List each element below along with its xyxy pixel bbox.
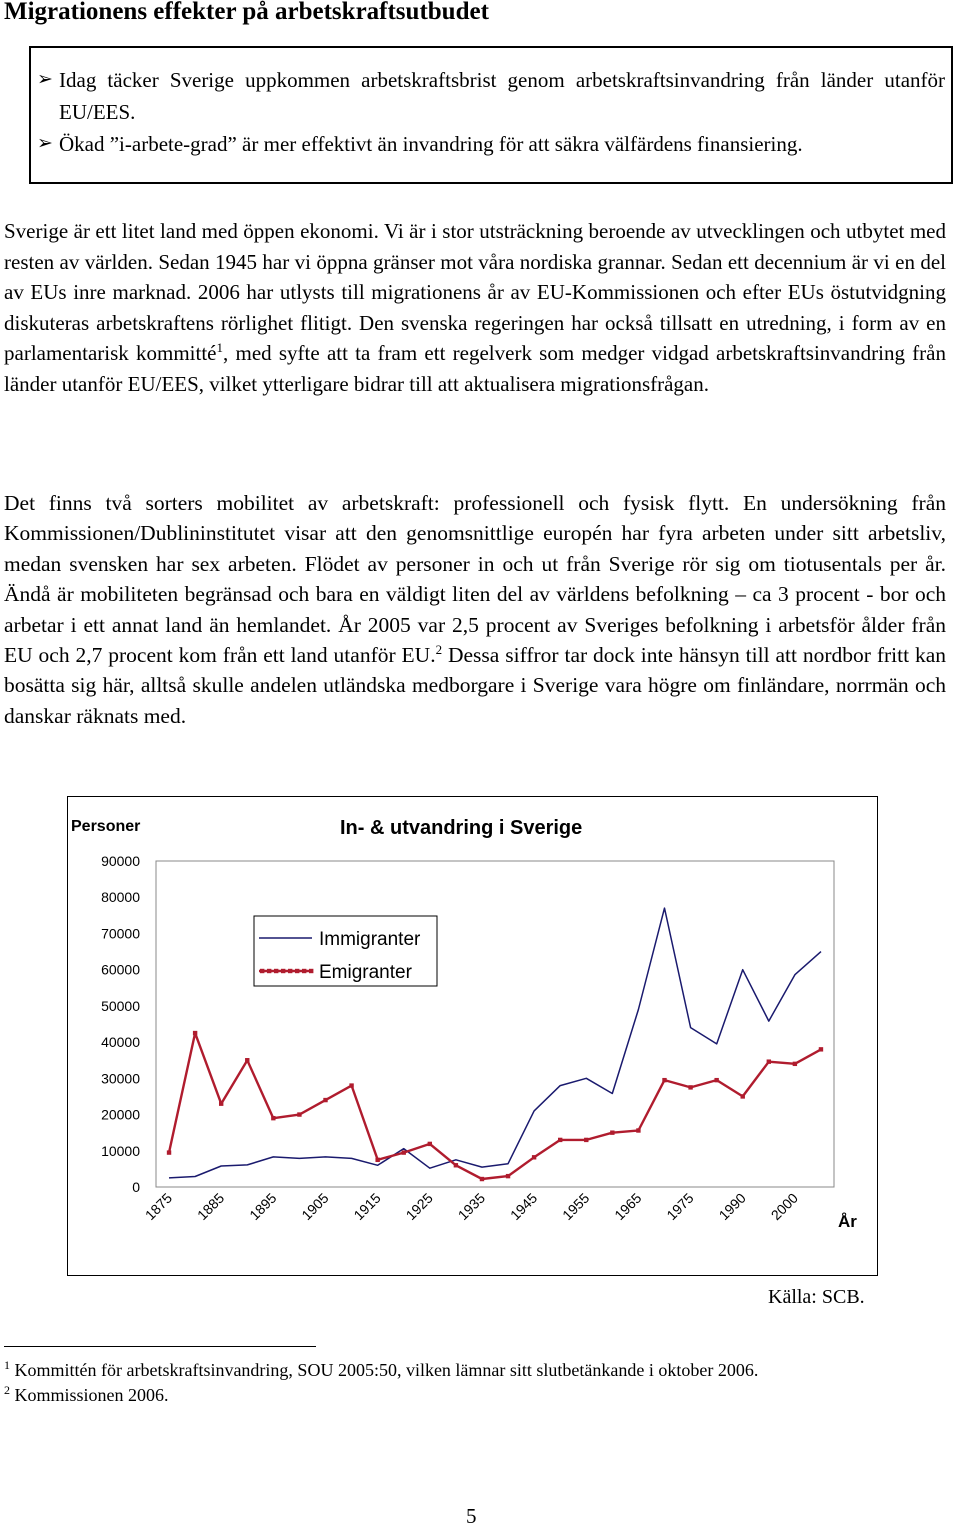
y-tick-label: 90000 xyxy=(101,853,140,869)
x-axis-ticks xyxy=(142,1190,801,1223)
arrow-bullet-icon: ➢ xyxy=(37,133,53,154)
plot-area xyxy=(156,861,834,1187)
legend-marker-emigranter xyxy=(281,969,285,973)
y-tick-label: 60000 xyxy=(101,961,140,978)
legend-label-emigranter: Emigranter xyxy=(319,962,412,983)
x-tick-label: 1955 xyxy=(559,1189,593,1224)
data-point-emigranter xyxy=(662,1078,666,1082)
paragraph-mobility xyxy=(4,488,946,731)
paragraph-economy xyxy=(4,216,946,399)
data-point-emigranter xyxy=(558,1138,562,1142)
legend-marker-emigranter xyxy=(267,969,271,973)
x-tick-label: 1885 xyxy=(193,1189,228,1224)
data-point-emigranter xyxy=(349,1083,353,1087)
footnote-separator xyxy=(4,1346,316,1347)
y-tick-label: 20000 xyxy=(101,1106,140,1123)
data-point-emigranter xyxy=(767,1059,771,1063)
migration-chart xyxy=(67,796,878,1276)
data-point-emigranter xyxy=(793,1062,797,1066)
source-caption: Källa: SCB. xyxy=(768,1286,865,1308)
legend xyxy=(254,916,437,986)
data-point-emigranter xyxy=(610,1130,614,1134)
series-line-emigranter xyxy=(169,1033,821,1179)
legend-marker-emigranter xyxy=(295,969,299,973)
data-point-emigranter xyxy=(480,1177,484,1181)
page-number: 5 xyxy=(466,1504,477,1528)
summary-box xyxy=(29,46,953,184)
x-tick-label: 1990 xyxy=(715,1189,749,1224)
data-point-emigranter xyxy=(375,1158,379,1162)
data-point-emigranter xyxy=(271,1116,275,1120)
data-point-emigranter xyxy=(584,1138,588,1142)
x-tick-label: 1915 xyxy=(350,1189,384,1224)
paragraph-text: Det finns två sorters mobilitet av arbetskraft: professionell och fysisk flytt. En undersökning från Kommissionen/Dublininstitutet visar att den genomsnittlige europén har fyra arbeten under sitt arbetsliv, medan svensken har sex arbeten. Flödet av personer in och ut från Sverige rör sig om tiotusentals per år. Ändå är mobiliteten begränsad och bara en väldigt liten del av världens befolkning – ca 3 procent - bor och arbetar i ett annat land än hemlandet. År 2005 var 2,5 procent av Sveriges befolkning i arbetsför ålder från EU och 2,7 procent kom från ett land utanför EU. xyxy=(4,491,946,668)
x-tick-label: 1975 xyxy=(663,1189,697,1224)
bullet-text: Idag täcker Sverige uppkommen arbetskraftsbrist genom arbetskraftsinvandring från länder utanför EU/EES. xyxy=(59,68,945,124)
data-point-emigranter xyxy=(506,1174,510,1178)
section-heading: Migrationens effekter på arbetskraftsutbudet xyxy=(4,0,489,25)
x-tick-label: 1965 xyxy=(611,1189,645,1224)
x-tick-label: 1905 xyxy=(298,1189,332,1224)
footnote-text: Kommissionen 2006. xyxy=(14,1385,169,1405)
bullet-item xyxy=(37,128,945,160)
x-tick-label: 1945 xyxy=(506,1189,541,1224)
y-tick-label: 10000 xyxy=(101,1142,140,1159)
data-point-emigranter xyxy=(819,1047,823,1051)
x-tick-label: 1935 xyxy=(454,1189,489,1224)
x-tick-label: 2000 xyxy=(767,1189,802,1224)
data-point-emigranter xyxy=(741,1094,745,1098)
legend-marker-emigranter xyxy=(288,969,292,973)
legend-marker-emigranter xyxy=(309,969,313,973)
footnote-ref[interactable]: 2 xyxy=(435,641,443,657)
chart-svg xyxy=(68,797,877,1275)
chart-xlabel: År xyxy=(838,1212,857,1231)
footnote-number: 1 xyxy=(4,1358,10,1372)
legend-marker-emigranter xyxy=(260,969,264,973)
legend-marker-emigranter xyxy=(302,969,306,973)
footnote-number: 2 xyxy=(4,1383,10,1397)
data-point-emigranter xyxy=(323,1098,327,1102)
legend-label-immigranter: Immigranter xyxy=(319,929,421,950)
data-point-emigranter xyxy=(245,1058,249,1062)
y-tick-label: 0 xyxy=(132,1179,140,1195)
y-tick-label: 70000 xyxy=(101,925,140,942)
arrow-bullet-icon: ➢ xyxy=(37,69,53,90)
data-point-emigranter xyxy=(636,1128,640,1132)
data-point-emigranter xyxy=(714,1078,718,1082)
data-point-emigranter xyxy=(532,1155,536,1159)
paragraph-text: Dessa siffror tar dock inte hänsyn till att nordbor fritt kan bosätta sig här, alltså skulle andelen utländska medborgare i Sverige vara högre om finländare, norrmän och danskar räknats med. xyxy=(4,643,946,728)
data-point-emigranter xyxy=(167,1150,171,1154)
bullet-item xyxy=(37,64,945,128)
data-point-emigranter xyxy=(402,1150,406,1154)
x-tick-label: 1895 xyxy=(246,1189,280,1224)
x-tick-label: 1875 xyxy=(141,1189,176,1224)
legend-marker-emigranter xyxy=(274,969,278,973)
data-point-emigranter xyxy=(688,1085,692,1089)
footnote-2 xyxy=(4,1385,169,1406)
y-tick-label: 80000 xyxy=(101,889,140,906)
chart-ylabel: Personer xyxy=(71,818,141,835)
data-point-emigranter xyxy=(428,1142,432,1146)
y-tick-label: 50000 xyxy=(101,997,140,1014)
footnote-ref[interactable]: 1 xyxy=(216,340,224,355)
footnote-1 xyxy=(4,1360,758,1381)
data-point-emigranter xyxy=(219,1101,223,1105)
data-point-emigranter xyxy=(297,1112,301,1116)
y-tick-label: 40000 xyxy=(101,1034,140,1051)
data-point-emigranter xyxy=(193,1031,197,1035)
y-axis-ticks xyxy=(101,853,140,1195)
paragraph-text: , med syfte att ta fram ett regelverk som medger vidgad arbetskraftsinvandring från länder utanför EU/EES, vilket ytterligare bidrar till att aktualisera migrationsfrågan. xyxy=(4,341,946,396)
footnote-text: Kommittén för arbetskraftsinvandring, SOU 2005:50, vilken lämnar sitt slutbetänkande i oktober 2006. xyxy=(14,1360,759,1380)
data-point-emigranter xyxy=(454,1163,458,1167)
y-tick-label: 30000 xyxy=(101,1070,140,1087)
chart-title: In- & utvandring i Sverige xyxy=(340,817,583,839)
bullet-text: Ökad ”i-arbete-grad” är mer effektivt än invandring för att säkra välfärdens finansiering. xyxy=(59,132,803,156)
x-tick-label: 1925 xyxy=(402,1189,436,1224)
paragraph-text: Sverige är ett litet land med öppen ekonomi. Vi är i stor utsträckning beroende av utvecklingen och utbytet med resten av världen. Sedan 1945 har vi öppna gränser mot våra nordiska grannar. Sedan ett decennium är vi en del av EUs inre marknad. 2006 har utlysts till migrationens år av EU-Kommissionen och efter EUs östutvidgning diskuteras arbetskraftens rörlighet flitigt. Den svenska regeringen har också tillsatt en utredning, i form av en parlamentarisk kommitté xyxy=(4,219,946,365)
